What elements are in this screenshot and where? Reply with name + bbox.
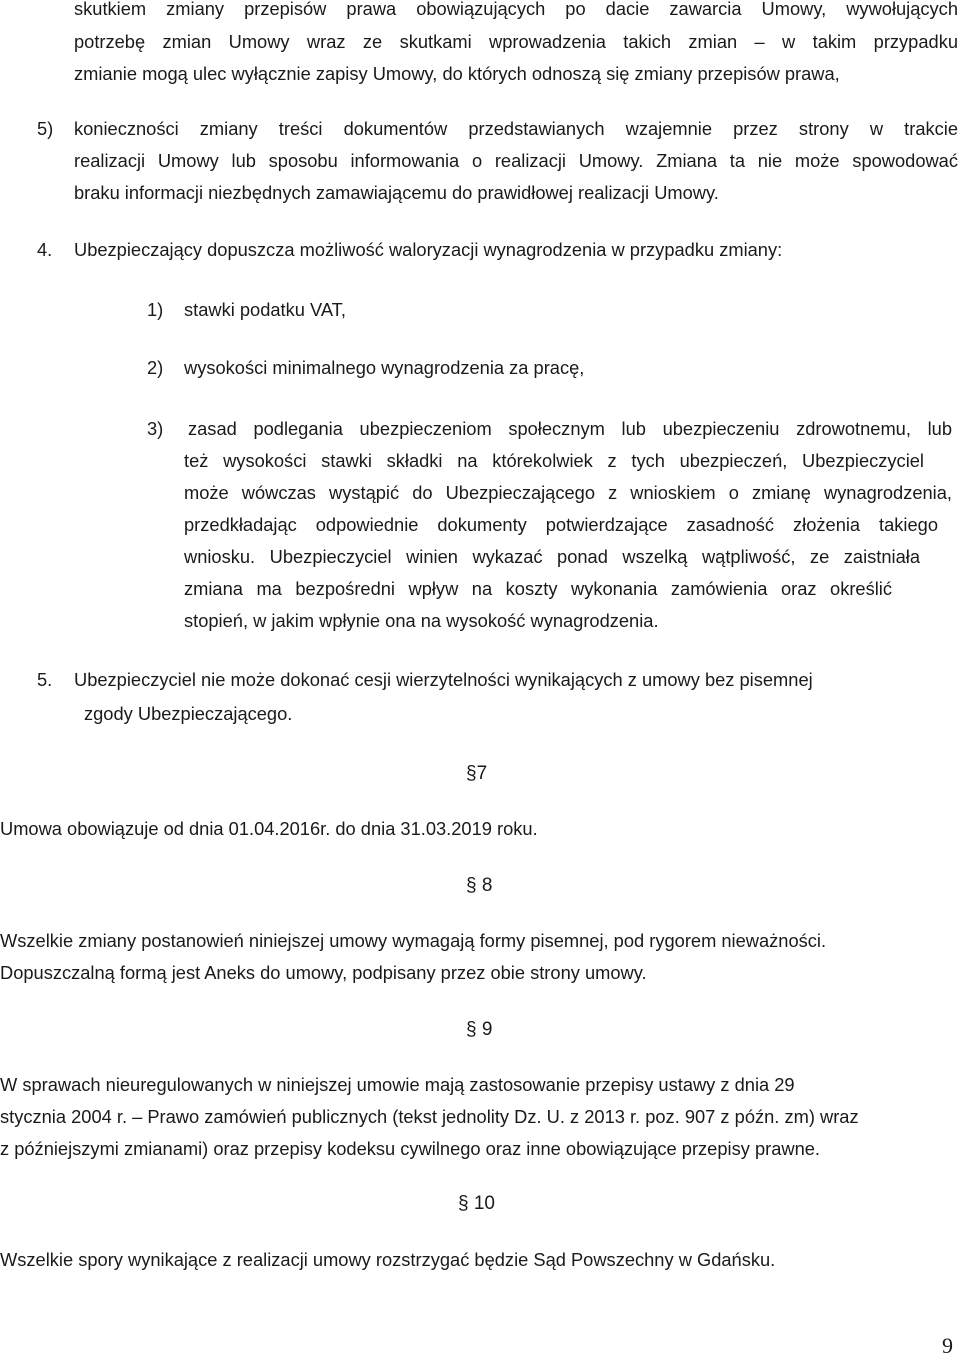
section-heading: § 9	[466, 1019, 493, 1040]
sub3-line: też wysokości stawki składki na którekolwiek z tych ubezpieczeń, Ubezpieczyciel	[184, 450, 924, 471]
list-number: 5)	[37, 118, 54, 139]
page-number: 9	[942, 1333, 953, 1358]
point4-text: Ubezpieczający dopuszcza możliwość waloryzacji wynagrodzenia w przypadku zmiany:	[74, 239, 783, 260]
item5-line: braku informacji niezbędnych zamawiającemu do prawidłowej realizacji Umowy.	[74, 182, 719, 203]
point5-line: Ubezpieczyciel nie może dokonać cesji wierzytelności wynikających z umowy bez pisemnej	[74, 669, 813, 690]
point-number: 4.	[37, 239, 53, 260]
sub3-line: wniosku. Ubezpieczyciel winien wykazać ponad wszelką wątpliwość, ze zaistniała	[184, 546, 920, 567]
section-text: stycznia 2004 r. – Prawo zamówień publicznych (tekst jednolity Dz. U. z 2013 r. poz. 907 z późn. zm) wraz	[0, 1106, 859, 1127]
item5-line: realizacji Umowy lub sposobu informowania o realizacji Umowy. Zmiana ta nie może spowodować	[74, 150, 958, 171]
section-text: Umowa obowiązuje od dnia 01.04.2016r. do dnia 31.03.2019 roku.	[0, 818, 538, 839]
item5-line: konieczności zmiany treści dokumentów przedstawianych wzajemnie przez strony w trakcie	[74, 118, 958, 139]
section-heading: § 10	[458, 1193, 495, 1214]
sub-number: 1)	[147, 299, 164, 320]
sub3-line: zmiana ma bezpośredni wpływ na koszty wykonania zamówienia oraz określić	[184, 578, 892, 599]
section-text: W sprawach nieuregulowanych w niniejszej umowie mają zastosowanie przepisy ustawy z dnia 29	[0, 1074, 795, 1095]
sub3-line: stopień, w jakim wpłynie ona na wysokość wynagrodzenia.	[184, 610, 659, 631]
section-text: Wszelkie zmiany postanowień niniejszej umowy wymagają formy pisemnej, pod rygorem nieważności.	[0, 930, 827, 951]
sub3-line: może wówczas wystąpić do Ubezpieczającego z wnioskiem o zmianę wynagrodzenia,	[184, 482, 952, 503]
sub-number: 2)	[147, 357, 164, 378]
intro-line: zmianie mogą ulec wyłącznie zapisy Umowy, do których odnoszą się zmiany przepisów prawa,	[74, 63, 840, 84]
point-number: 5.	[37, 669, 53, 690]
sub3-line: zasad podlegania ubezpieczeniom społecznym lub ubezpieczeniu zdrowotnemu, lub	[188, 418, 952, 439]
point5-line: zgody Ubezpieczającego.	[84, 703, 293, 724]
section-text: Dopuszczalną formą jest Aneks do umowy, podpisany przez obie strony umowy.	[0, 962, 647, 983]
intro-line: skutkiem zmiany przepisów prawa obowiązujących po dacie zawarcia Umowy, wywołujących	[74, 0, 958, 19]
section-text: z późniejszymi zmianami) oraz przepisy kodeksu cywilnego oraz inne obowiązujące przepisy prawne.	[0, 1138, 820, 1159]
section-text: Wszelkie spory wynikające z realizacji umowy rozstrzygać będzie Sąd Powszechny w Gdańsku.	[0, 1249, 776, 1270]
sub-number: 3)	[147, 418, 164, 439]
section-heading: § 8	[466, 875, 493, 896]
section-heading: §7	[466, 763, 488, 784]
intro-line: potrzebę zmian Umowy wraz ze skutkami wprowadzenia takich zmian – w takim przypadku	[74, 31, 958, 52]
sub1-text: stawki podatku VAT,	[184, 299, 346, 320]
sub2-text: wysokości minimalnego wynagrodzenia za pracę,	[184, 357, 585, 378]
sub3-line: przedkładając odpowiednie dokumenty potwierdzające zasadność złożenia takiego	[184, 514, 938, 535]
